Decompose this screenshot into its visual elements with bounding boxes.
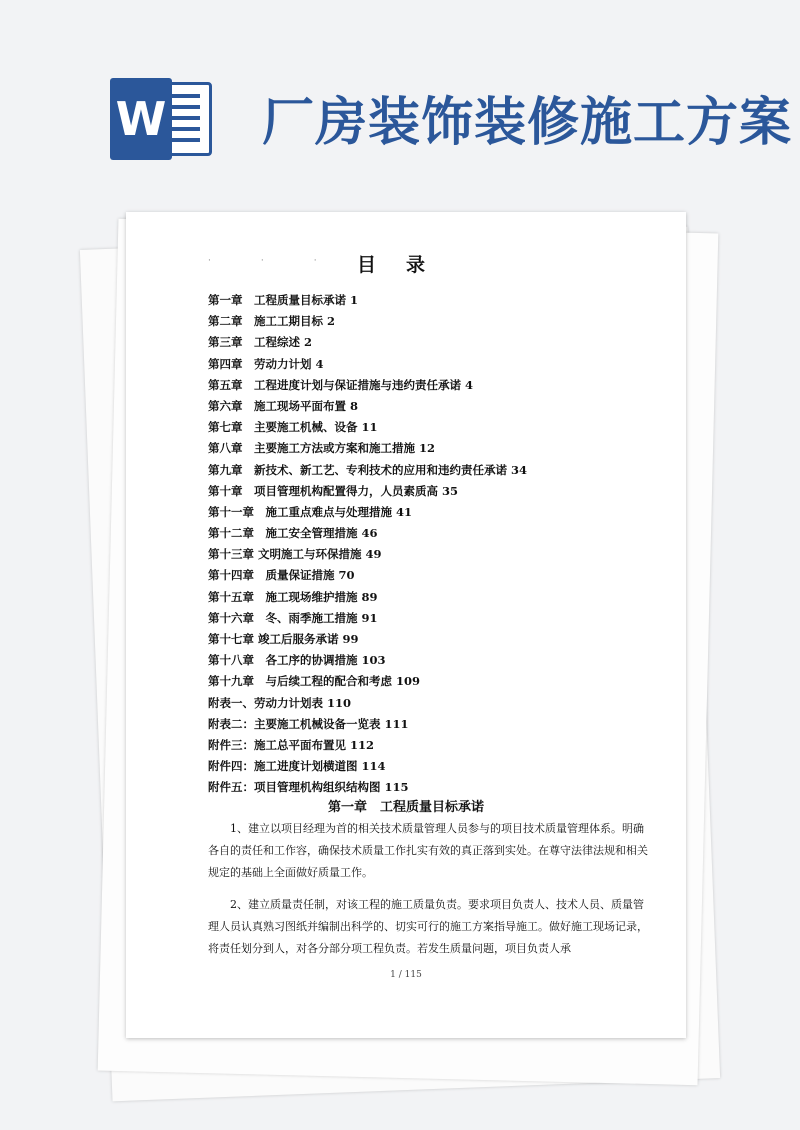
toc-entry: 附件四：施工进度计划横道图 114 <box>208 759 386 774</box>
toc-entry: 第四章 劳动力计划 4 <box>208 356 324 371</box>
toc-entry: 第十一章 施工重点难点与处理措施 41 <box>208 504 413 519</box>
toc-entry: 第九章 新技术、新工艺、专利技术的应用和违约责任承诺 34 <box>208 462 528 477</box>
word-icon <box>110 78 214 160</box>
chapter-body <box>208 818 648 970</box>
header <box>0 0 800 200</box>
toc-entry: 第十章 项目管理机构配置得力，人员素质高 35 <box>208 483 459 498</box>
toc-entry: 第三章 工程综述 2 <box>208 335 313 350</box>
chapter-title: 第一章 工程质量目标承诺 <box>327 800 484 815</box>
toc-entry: 第二章 施工工期目标 2 <box>208 314 336 329</box>
toc-entry: 第十七章 竣工后服务承诺 99 <box>208 632 359 646</box>
word-icon-letter: W <box>110 78 172 160</box>
toc-entry: 第一章 工程质量目标承诺 1 <box>208 293 359 307</box>
toc-entry: 第五章 工程进度计划与保证措施与违约责任承诺 4 <box>208 377 474 392</box>
toc-heading: 目录 <box>356 254 455 276</box>
page-title: 厂房装饰装修施工方案 <box>262 93 793 153</box>
toc-entry: 第八章 主要施工方法或方案和施工措施 12 <box>208 441 436 456</box>
toc-entry: 第十六章 冬、雨季施工措施 91 <box>208 610 378 625</box>
toc-entry: 第十二章 施工安全管理措施 46 <box>208 526 378 541</box>
toc-entry: 附表二：主要施工机械设备一览表 111 <box>208 716 409 731</box>
page-number: 1 / 115 <box>390 970 422 980</box>
document-page <box>126 212 686 1038</box>
toc-entry: 附件五：项目管理机构组织结构图 115 <box>208 780 409 795</box>
table-of-contents <box>208 290 527 799</box>
toc-entry: 第十九章 与后续工程的配合和考虑 109 <box>208 674 421 689</box>
toc-entry: 附表一、劳动力计划表 110 <box>208 695 352 710</box>
toc-entry: 第十五章 施工现场维护措施 89 <box>208 589 378 604</box>
header-marks: ··· <box>208 256 367 266</box>
toc-entry: 第六章 施工现场平面布置 8 <box>208 398 359 413</box>
toc-entry: 第十八章 各工序的协调措施 103 <box>208 653 386 668</box>
toc-entry: 第十四章 质量保证措施 70 <box>208 568 355 583</box>
toc-entry: 第十三章 文明施工与环保措施 49 <box>208 547 382 562</box>
toc-entry: 第七章 主要施工机械、设备 11 <box>208 420 378 435</box>
paragraph: 1、建立以项目经理为首的相关技术质量管理人员参与的项目技术质量管理体系。明确各自的责任和工作容，确保技术质量工作扎实有效的真正落到实处。在尊守法律法规和相关规定的基础上全面做好质量工作。 <box>208 822 648 879</box>
toc-entry: 附件三：施工总平面布置见 112 <box>208 737 375 752</box>
paragraph: 2、建立质量责任制，对该工程的施工质量负责。要求项目负责人、技术人员、质量管理人员认真熟习图纸并编制出科学的、切实可行的施工方案指导施工。做好施工现场记录，将责任划分到人，对各分部分项工程负责。若发生质量问题，项目负责人承 <box>208 898 648 955</box>
